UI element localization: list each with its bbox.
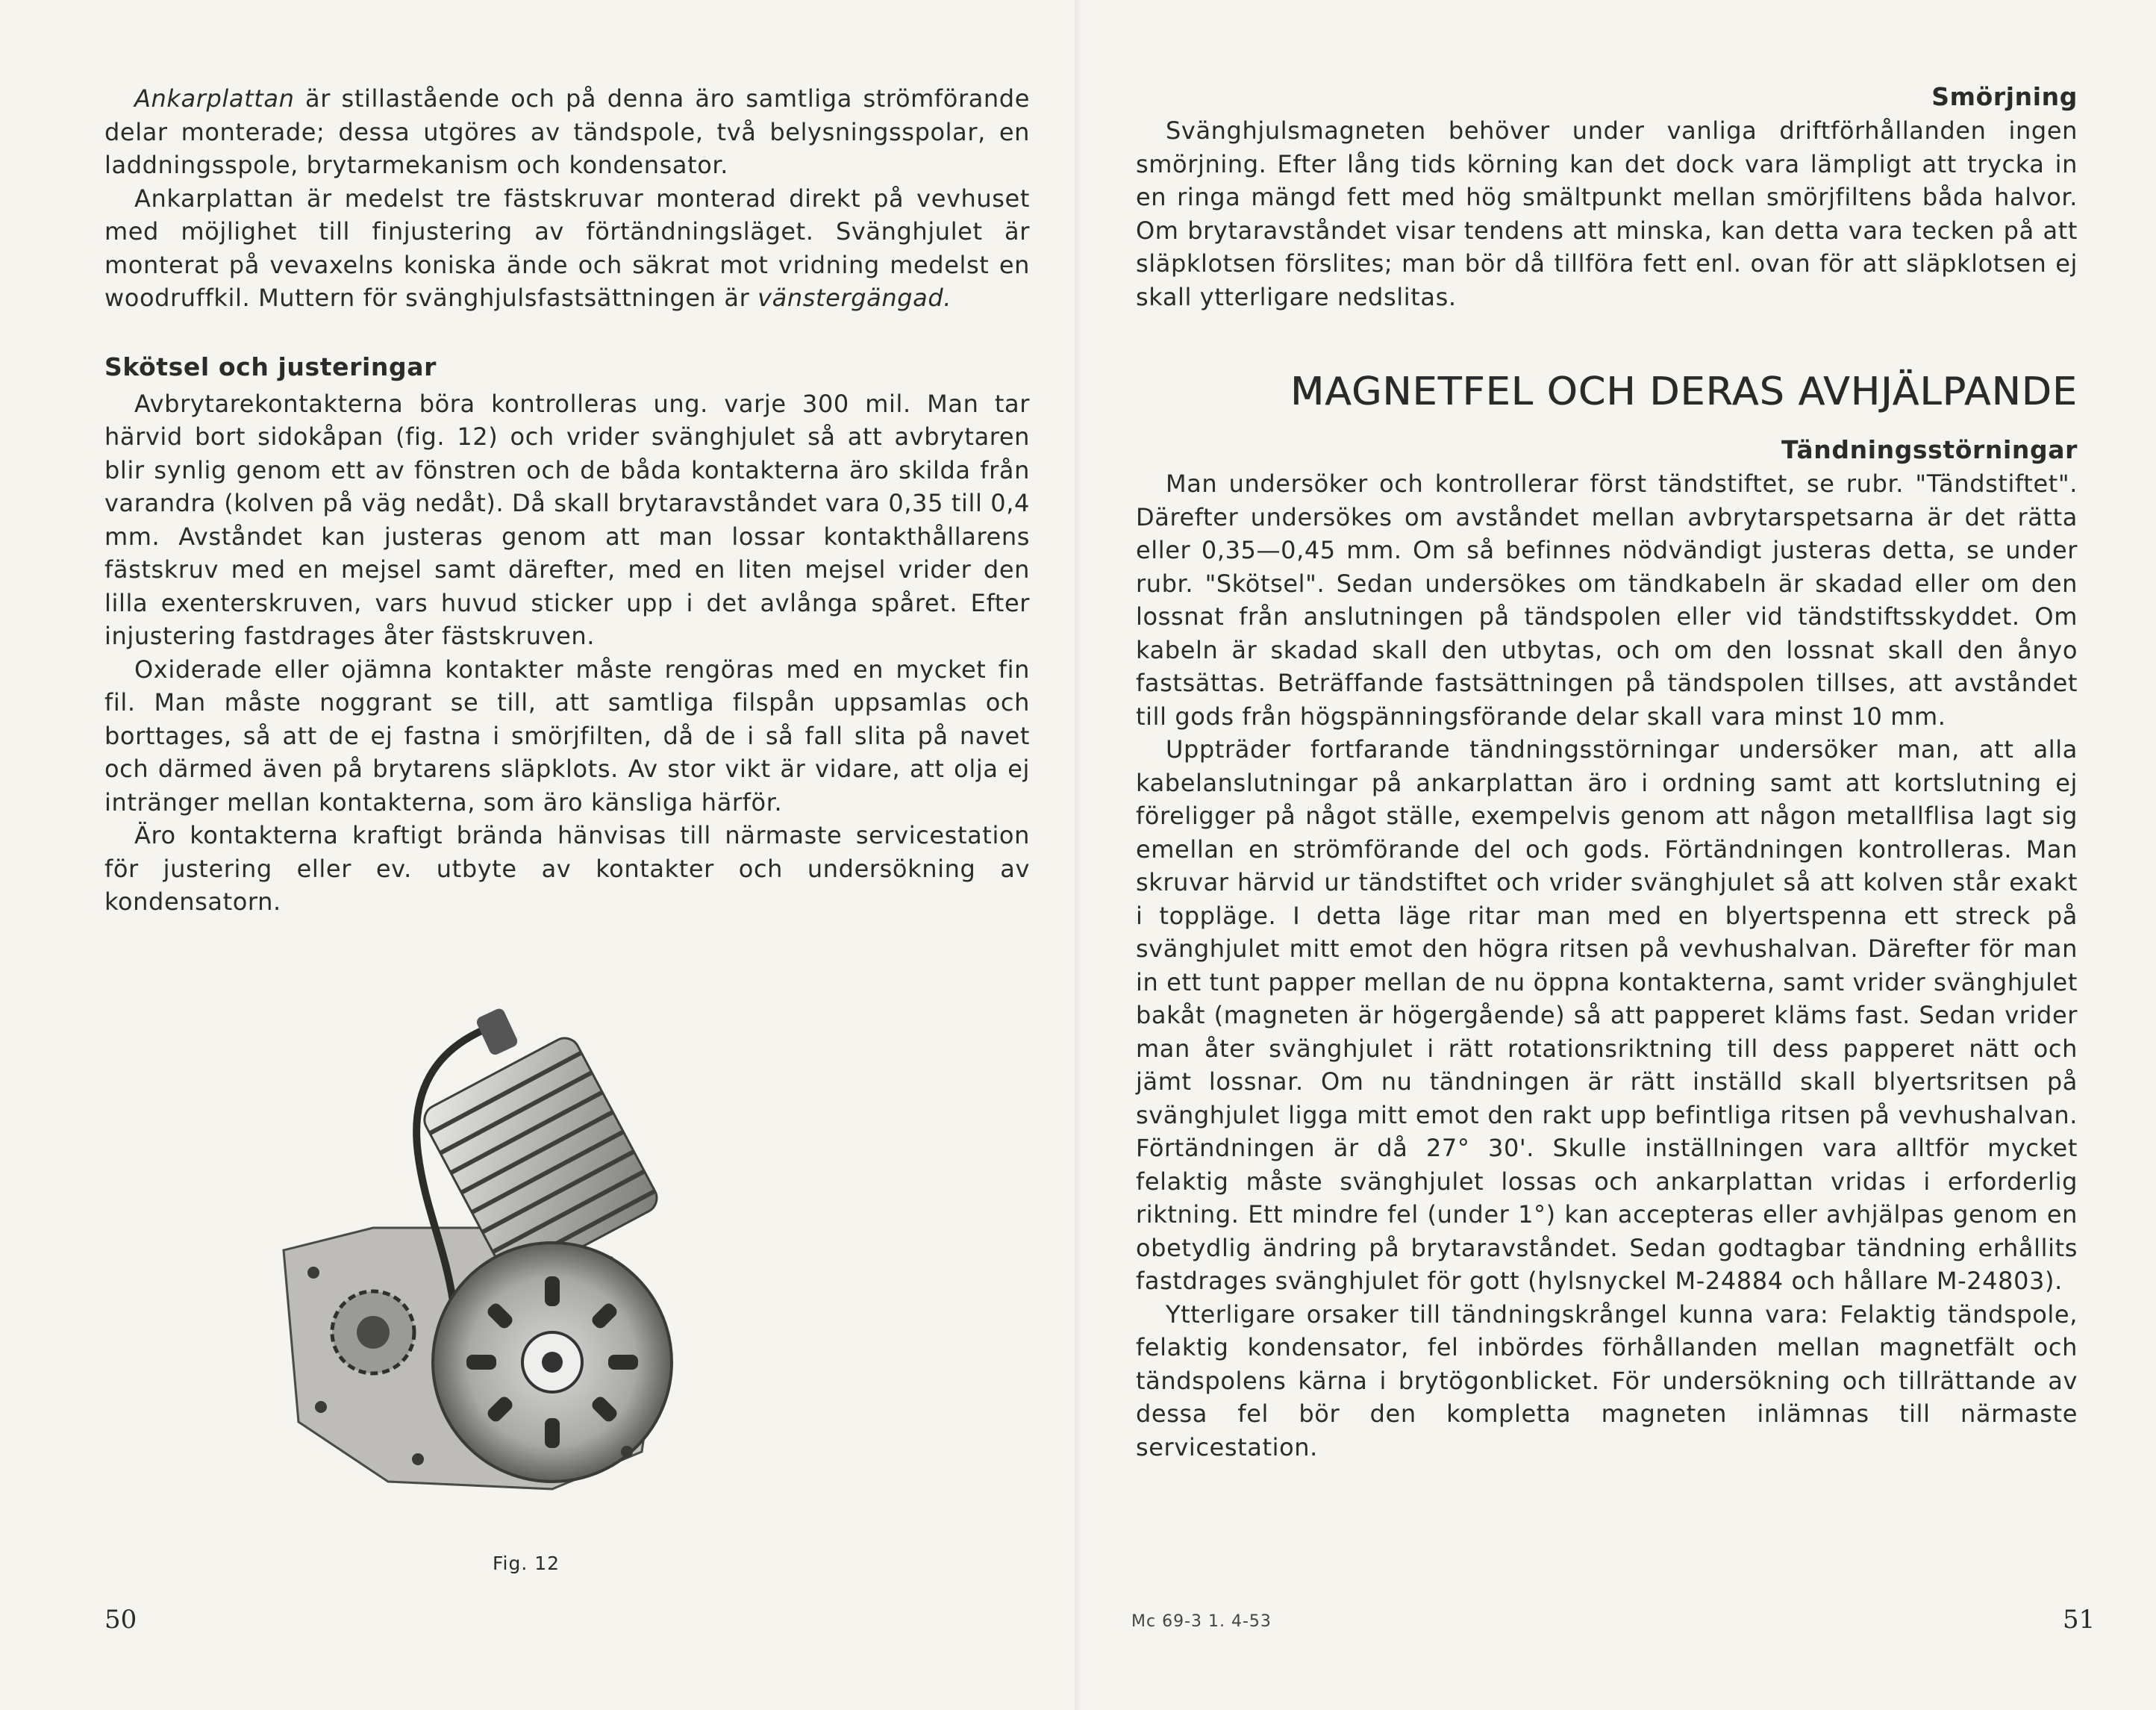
ankarplattan-italic: Ankarplattan [134,84,295,113]
right-column [1136,82,2078,1464]
paragraph-mounting [104,182,1030,315]
footer-print-code: Mc 69-3 1. 4-53 [1131,1612,1272,1631]
right-page [1078,0,2156,1710]
chapter-title: MAGNETFEL OCH DERAS AVHJÄLPANDE [1290,369,2078,414]
paragraph-text: Ankarplattan är medelst tre fästskruvar monterad direkt på vevhuset med möjlighet till finjustering av förtändningsläget. Svänghjulet är monterat på vevaxelns koniska ände och säkrat mot vridning medelst en woodruffkil. Muttern för svänghjulsfastsättningen är [104,184,1030,312]
paragraph-oxidized: Oxiderade eller ojämna kontakter måste rengöras med en mycket fin fil. Man måste noggrant se till, att samtliga filspån uppsamlas och borttages, så att de ej fastna i smörjfilten, då de i så fall slita på navet och därmed även på brytarens släpklots. Av stor vikt är vidare, att olja ej intränger mellan kontakterna, som äro känsliga härför. [104,655,1030,817]
paragraph-burned-contacts: Äro kontakterna kraftigt brända hänvisas till närmaste servicestation för justering eller ev. utbyte av kontakter och undersökning av kondensatorn. [104,821,1030,916]
page-number-left: 50 [104,1605,137,1635]
section-heading-skotsel: Skötsel och justeringar [104,352,437,381]
figure-caption: Fig. 12 [493,1553,560,1574]
engine-photo-figure [269,1004,761,1526]
page-number-right: 51 [2063,1605,2096,1635]
paragraph-check-sparkplug: Man undersöker och kontrollerar först tändstiftet, se rubr. "Tändstiftet". Därefter undersökes om avståndet mellan avbrytarspetsarna är det rätta eller 0,35—0,45 mm. Om så befinnes nödvändigt justeras detta, se under rubr. "Skötsel". Sedan undersökes om tändkabeln är skadad eller om den lossnat från anslutningen på tändspolen eller vid tändstiftsskyddet. Om kabeln är skadad skall den utbytas, och om den lossnat skall den ånyo fastsättas. Beträffande fastsättningen på tändspolen tillses, att avståndet till gods från högspänningsförande delar skall vara minst 10 mm. [1136,469,2078,731]
paragraph-contacts-check: Avbrytarekontakterna böra kontrolleras ung. varje 300 mil. Man tar härvid bort sidokåpan (fig. 12) och vrider svänghjulet så att avbrytaren blir synlig genom ett av fönstren och de båda kontakterna äro skilda från varandra (kolven på väg nedåt). Då skall brytaravståndet vara 0,35 till 0,4 mm. Avståndet kan justeras genom att man lossar kontakthållarens fästskruv med en mejsel samt därefter, med en liten mejsel vrider den lilla exenterskruven, vars huvud sticker upp i det avlånga spåret. Efter injustering fastdrages åter fästskruven. [104,389,1030,650]
paragraph-lubrication: Svänghjulsmagneten behöver under vanliga driftförhållanden ingen smörjning. Efter lång tids körning kan det dock vara lämpligt att trycka in en ringa mängd fett med hög smältpunkt mellan smörjfiltens båda halvor. Om brytaravståndet visar tendens att minska, kan detta vara tecken på att släpklotsen förslites; man bör då tillföra fett enl. ovan för att släpklotsen ej skall ytterligare nedslitas. [1136,116,2078,311]
paragraph-persistent-faults: Uppträder fortfarande tändningsstörningar undersöker man, att alla kabelanslutningar på ankarplattan äro i ordning samt att kortslutning ej föreligger på något ställe, exempelvis genom att någon metallflisa lagt sig emellan en strömförande del och gods. Förtändningen kontrolleras. Man skruvar härvid ur tändstiftet och vrider svänghjulet så att kolven står exakt i toppläge. I detta läge ritar man med en blyertspenna ett streck på svänghjulet mitt emot den högra ritsen på vevhushalvan. Därefter för man in ett tunt papper mellan de nu öppna kontakterna, samt vrider svänghjulet bakåt (magneten är högergående) så att papperet kläms fast. Sedan vrider man åter svänghjulet i rätt rotationsriktning till dess papperet nätt och jämt lossnar. Om nu tändningen är rätt inställd skall blyertsritsen på svänghjulet ligga mitt emot den rakt upp befintliga ritsen på vevhushalvan. Förtändningen är då 27° 30'. Skulle inställningen vara alltför mycket felaktig måste svänghjulet lossas och ankarplattan vridas i erforderlig riktning. Ett mindre fel (under 1°) kan accepteras eller avhjälpas genom en obetydlig ändring på brytaravståndet. Sedan godtagbar tändning erhållits fastdrages svänghjulet för gott (hylsnyckel M-24884 och hållare M-24803). [1136,735,2078,1295]
paragraph-text: är stillastående och på denna äro samtliga strömförande delar monterade; dessa utgöres av tändspole, två belysningsspolar, en laddningsspole, brytarmekanism och kondensator. [104,84,1030,179]
vanstergangad-italic: vänstergängad. [757,284,952,312]
section-heading-tandningsstorningar: Tändningsstörningar [1781,435,2078,464]
paragraph-other-causes: Ytterligare orsaker till tändningskrångel kunna vara: Felaktig tändspole, felaktig kondensator, fel inbördes förhållanden mellan magnetfält och tändspolens kärna i brytögonblicket. För undersökning och tillrättande av dessa fel bör den kompletta magneten inlämnas till närmaste servicestation. [1136,1299,2078,1461]
section-heading-smorjning: Smörjning [1931,82,2078,111]
left-column [104,82,1030,919]
paragraph-ankarplattan [104,82,1030,182]
